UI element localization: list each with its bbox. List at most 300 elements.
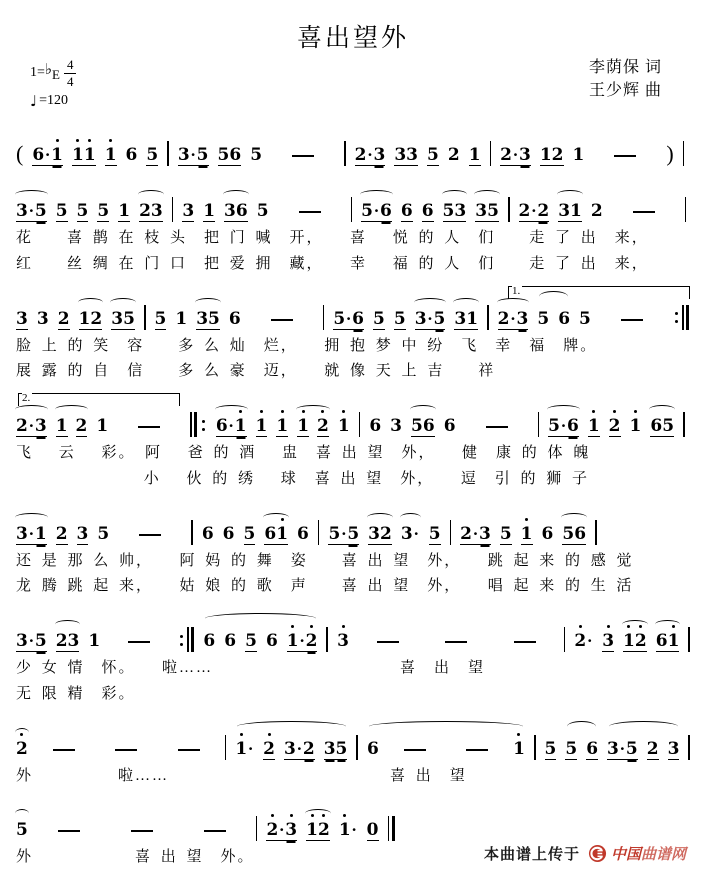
dash-extension bbox=[450, 749, 504, 760]
phrase-slur-arc bbox=[539, 291, 568, 302]
slur-arc bbox=[414, 298, 447, 307]
note-digit: 3 bbox=[16, 308, 28, 329]
note-digit: 6 bbox=[224, 631, 237, 651]
augmentation-dot: · bbox=[341, 524, 347, 543]
barline bbox=[688, 627, 690, 652]
note-digit: 5 bbox=[442, 201, 455, 221]
note-digit: 5 bbox=[245, 631, 257, 651]
note-digit: 2 bbox=[590, 201, 603, 221]
slur-arc bbox=[557, 190, 583, 199]
barline bbox=[191, 520, 193, 545]
site-logo-icon bbox=[588, 844, 607, 863]
note-cell bbox=[264, 523, 288, 545]
repeat-dots bbox=[675, 307, 678, 329]
note-cell bbox=[77, 200, 89, 222]
note-digit: 3 bbox=[390, 416, 402, 436]
note-digit: 1 bbox=[276, 415, 288, 437]
note-digit: 5 bbox=[154, 308, 167, 329]
barline-cell bbox=[595, 520, 597, 545]
note-cell bbox=[656, 630, 680, 652]
augmentation-dot: · bbox=[560, 417, 567, 435]
augmentation-dot: · bbox=[619, 739, 625, 758]
lyrics-line: 外 喜 出 望 外。 bbox=[16, 849, 255, 866]
note-digit: 5 bbox=[411, 416, 423, 436]
note-cell bbox=[16, 308, 28, 330]
slur-arc bbox=[55, 620, 81, 629]
system bbox=[16, 124, 690, 166]
note-digit: 5 bbox=[562, 523, 575, 544]
note-cell bbox=[182, 200, 194, 222]
note-cell bbox=[448, 144, 460, 166]
note-digit: 5 bbox=[565, 738, 578, 759]
note-cell bbox=[369, 415, 381, 437]
slur-arc bbox=[561, 513, 587, 522]
note-cell bbox=[218, 144, 242, 166]
note-cell bbox=[244, 523, 256, 545]
key-prefix: 1= bbox=[30, 65, 45, 80]
augmentation-dot: · bbox=[512, 146, 519, 164]
note-cell bbox=[602, 630, 614, 652]
octave-dot-above bbox=[109, 139, 112, 142]
barline-cell bbox=[685, 197, 687, 222]
note-digit: 6 bbox=[32, 145, 45, 165]
note-digit: 5 bbox=[537, 308, 550, 329]
dash-extension bbox=[271, 155, 335, 166]
note-digit: 1 bbox=[96, 416, 109, 436]
notes-row bbox=[16, 503, 690, 545]
dash-extension bbox=[109, 641, 169, 652]
octave-dot-above bbox=[271, 814, 274, 817]
note-digit: 5 bbox=[55, 201, 68, 221]
note-digit: 2 bbox=[57, 308, 70, 329]
note-digit: 6 bbox=[222, 523, 235, 544]
note-digit: 5 bbox=[256, 201, 269, 221]
tempo-marking bbox=[30, 90, 76, 112]
note-cell bbox=[394, 308, 406, 330]
octave-dot-above bbox=[56, 139, 59, 142]
augmentation-dot: · bbox=[190, 146, 196, 164]
note-cell bbox=[630, 415, 642, 437]
note-cell bbox=[16, 819, 28, 841]
note-digit: 1 bbox=[297, 415, 309, 437]
note-cell bbox=[500, 523, 512, 545]
barline-cell bbox=[326, 627, 328, 652]
note-digit: 2 bbox=[302, 738, 315, 759]
note-digit: 2 bbox=[139, 201, 151, 221]
phrase-slur-arc bbox=[369, 721, 523, 732]
slur-arc bbox=[474, 190, 500, 199]
octave-dot-above bbox=[342, 410, 345, 413]
note-digit: 1 bbox=[338, 415, 350, 437]
note-digit: 1 bbox=[539, 145, 552, 165]
flat-sign-icon: ♭ bbox=[44, 60, 52, 78]
note-cell bbox=[56, 200, 68, 222]
dash-extension bbox=[110, 830, 174, 841]
barline bbox=[351, 197, 353, 222]
note-digit: 6 bbox=[369, 416, 382, 436]
augmentation-dot: · bbox=[346, 309, 352, 328]
note-cell bbox=[401, 523, 420, 545]
note-cell bbox=[257, 200, 269, 222]
note-cell bbox=[175, 308, 187, 330]
note-digit: 3 bbox=[182, 201, 195, 221]
parenthesis: ) bbox=[666, 141, 674, 166]
note-digit: 1 bbox=[339, 819, 351, 841]
note-cell bbox=[105, 144, 117, 166]
note-digit: 6 bbox=[228, 308, 241, 329]
augmentation-dot: · bbox=[248, 739, 254, 758]
time-signature bbox=[64, 58, 77, 88]
note-digit: 1 bbox=[105, 144, 117, 166]
barline-cell bbox=[225, 735, 227, 760]
barline bbox=[388, 816, 395, 841]
note-digit: 3 bbox=[516, 308, 529, 329]
notes-row bbox=[16, 124, 690, 166]
note-digit: 3 bbox=[454, 308, 467, 329]
barline-cell bbox=[323, 305, 325, 330]
lyrics-line: 外 啦…… 喜 出 望 bbox=[16, 767, 467, 784]
note-cell bbox=[443, 200, 467, 222]
note-digit: 2 bbox=[90, 308, 103, 329]
note-digit: 2 bbox=[447, 145, 460, 165]
note-cell bbox=[427, 144, 439, 166]
augmentation-dot: · bbox=[228, 417, 234, 435]
note-digit: 3 bbox=[177, 145, 190, 165]
note-digit: 5 bbox=[548, 416, 560, 436]
note-digit: 2 bbox=[317, 415, 329, 437]
note-cell bbox=[390, 415, 402, 437]
slur-arc bbox=[400, 513, 421, 522]
lyrics-line: 龙 腾 跳 起 来， 姑 娘 的 歌 声 喜 出 望 外， 唱 起 来 的 生 活 bbox=[16, 578, 634, 595]
note-digit: 2 bbox=[55, 631, 68, 651]
note-cell bbox=[235, 738, 254, 760]
barline bbox=[190, 412, 207, 437]
note-digit: 1 bbox=[235, 738, 247, 760]
note-digit: 5 bbox=[123, 308, 135, 329]
note-digit: 5 bbox=[333, 308, 346, 329]
barline-cell bbox=[508, 197, 510, 222]
note-digit: 2 bbox=[497, 308, 510, 329]
note-digit: 6 bbox=[366, 738, 379, 759]
lyrics-line: 少 女 情 怀。 啦…… 喜 出 望 bbox=[16, 660, 486, 676]
slur-arc bbox=[622, 620, 648, 629]
dash-extension bbox=[250, 319, 314, 330]
lyrics-line: 花 喜 鹊 在 枝 头 把 门 喊 开， 喜 悦 的 人 们 走 了 出 来， bbox=[16, 230, 649, 246]
slur-arc bbox=[360, 190, 393, 199]
augmentation-dot: · bbox=[279, 821, 285, 840]
note-digit: 1 bbox=[513, 738, 525, 760]
note-cell bbox=[276, 415, 288, 437]
barline bbox=[487, 305, 489, 330]
note-cell bbox=[37, 308, 49, 330]
note-digit: 5 bbox=[196, 145, 209, 165]
system bbox=[16, 180, 690, 274]
augmentation-dot: · bbox=[351, 821, 357, 840]
barline-cell bbox=[318, 520, 320, 545]
note-cell bbox=[16, 200, 47, 222]
note-cell bbox=[79, 308, 103, 330]
note-cell bbox=[373, 308, 385, 330]
barline bbox=[683, 141, 685, 166]
lyricist: 李荫保 词 bbox=[588, 59, 662, 76]
note-cell bbox=[56, 523, 68, 545]
note-digit: 2 bbox=[609, 415, 621, 437]
note-cell bbox=[338, 415, 350, 437]
note-digit: 6 bbox=[229, 145, 242, 165]
note-digit: 2 bbox=[16, 738, 28, 760]
note-digit: 3 bbox=[454, 201, 467, 221]
note-cell bbox=[588, 415, 600, 437]
dash-extension bbox=[278, 211, 342, 222]
barline-cell bbox=[534, 735, 536, 760]
notes-row bbox=[16, 610, 690, 652]
composer: 王少辉 曲 bbox=[588, 82, 662, 100]
note-cell bbox=[96, 415, 108, 437]
lyrics-line: 红 丝 绸 在 门 口 把 爱 拥 藏， 幸 福 的 人 们 走 了 出 来， bbox=[16, 255, 649, 272]
augmentation-dot: · bbox=[367, 146, 373, 164]
barline bbox=[683, 412, 685, 437]
note-digit: 3 bbox=[150, 201, 163, 221]
note-digit: 1 bbox=[256, 415, 268, 437]
score-header bbox=[16, 56, 690, 118]
barline bbox=[144, 305, 146, 330]
barline-cell bbox=[356, 735, 358, 760]
repeat-dots bbox=[180, 629, 183, 651]
barline bbox=[356, 735, 358, 760]
note-digit: 2 bbox=[55, 523, 68, 544]
quarter-note-icon: ♩ bbox=[30, 92, 38, 110]
note-digit: 2 bbox=[500, 145, 512, 165]
barline bbox=[673, 305, 690, 330]
octave-dot-above bbox=[76, 139, 79, 142]
note-cell bbox=[58, 308, 70, 330]
octave-dot-above bbox=[240, 733, 243, 736]
note-digit: 5 bbox=[243, 523, 256, 544]
note-cell bbox=[126, 144, 138, 166]
note-cell bbox=[565, 738, 577, 760]
barline bbox=[534, 735, 536, 760]
note-digit: 5 bbox=[393, 308, 406, 329]
augmentation-dot: · bbox=[299, 632, 305, 650]
note-digit: 6 bbox=[421, 201, 434, 221]
note-digit: 5 bbox=[487, 201, 499, 221]
slur-arc bbox=[410, 405, 436, 414]
barline bbox=[595, 520, 597, 545]
barline bbox=[450, 520, 452, 545]
system bbox=[16, 284, 690, 382]
slur-arc bbox=[655, 620, 681, 629]
note-cell bbox=[77, 523, 89, 545]
notes-row bbox=[16, 718, 690, 760]
note-cell bbox=[355, 144, 386, 166]
note-cell bbox=[229, 308, 241, 330]
note-cell bbox=[668, 738, 680, 760]
note-cell bbox=[266, 630, 278, 652]
octave-dot-above bbox=[260, 410, 263, 413]
note-digit: 5 bbox=[347, 523, 360, 544]
lyrics-line: 无 限 精 彩。 bbox=[16, 685, 136, 702]
octave-dot-above bbox=[268, 733, 271, 736]
note-digit: 6 bbox=[422, 416, 435, 436]
note-cell bbox=[256, 415, 268, 437]
note-digit: 2 bbox=[263, 738, 275, 760]
augmentation-dot: · bbox=[28, 417, 34, 435]
note-digit: 3 bbox=[323, 738, 336, 759]
note-digit: 6 bbox=[650, 416, 663, 436]
slur-arc bbox=[442, 190, 468, 199]
note-digit: 5 bbox=[328, 523, 341, 544]
note-cell bbox=[306, 819, 330, 841]
note-digit: 3 bbox=[67, 631, 80, 651]
slur-arc bbox=[453, 298, 479, 307]
note-cell bbox=[415, 308, 446, 330]
octave-dot-above bbox=[342, 625, 345, 628]
key-letter: E bbox=[51, 67, 60, 82]
barline bbox=[359, 412, 361, 437]
note-digit: 5 bbox=[361, 201, 373, 221]
octave-dot-above bbox=[592, 410, 595, 413]
note-cell bbox=[337, 630, 349, 652]
note-cell bbox=[475, 200, 499, 222]
dash-extension bbox=[427, 641, 487, 652]
note-cell bbox=[178, 144, 209, 166]
note-cell bbox=[469, 144, 481, 166]
lyrics-line: 还 是 那 么 帅， 阿 妈 的 舞 姿 喜 出 望 外， 跳 起 来 的 感 觉 bbox=[16, 552, 634, 569]
barline bbox=[564, 627, 566, 652]
dash-extension bbox=[465, 426, 529, 437]
slur-arc bbox=[296, 405, 330, 414]
note-digit: 1 bbox=[276, 523, 288, 545]
slur-arc bbox=[367, 513, 393, 522]
note-cell bbox=[16, 738, 28, 760]
note-digit: 3 bbox=[400, 523, 413, 544]
volta-bracket bbox=[508, 286, 690, 299]
augmentation-dot: · bbox=[587, 632, 593, 650]
note-digit: 6 bbox=[380, 201, 392, 221]
barline bbox=[685, 197, 687, 222]
dash-extension bbox=[593, 155, 657, 166]
note-cell bbox=[324, 738, 348, 760]
lyrics-line: 飞 云 彩。 阿 爸 的 酒 盅 喜 出 望 外， 健 康 的 体 魄 bbox=[16, 445, 591, 461]
barline-cell bbox=[359, 412, 361, 437]
octave-dot-above bbox=[525, 518, 528, 521]
note-cell bbox=[266, 819, 297, 841]
notes-row bbox=[16, 392, 690, 437]
barline bbox=[326, 627, 328, 652]
note-digit: 3 bbox=[337, 630, 349, 652]
uploaded-by-text: 本曲谱上传于 bbox=[483, 847, 580, 863]
tempo-value: =120 bbox=[39, 93, 68, 108]
note-digit: 2 bbox=[266, 819, 278, 841]
octave-dot-above bbox=[517, 733, 520, 736]
note-digit: 1 bbox=[287, 630, 299, 652]
note-cell bbox=[56, 630, 80, 652]
note-cell bbox=[297, 523, 309, 545]
barline-cell bbox=[388, 816, 395, 841]
barline-cell bbox=[683, 141, 685, 166]
note-cell bbox=[429, 523, 441, 545]
note-cell bbox=[245, 630, 257, 652]
note-digit: 2 bbox=[518, 201, 531, 221]
dash-extension bbox=[37, 749, 91, 760]
barline bbox=[508, 197, 510, 222]
note-digit: 1 bbox=[203, 201, 216, 221]
octave-dot-above bbox=[634, 410, 637, 413]
system bbox=[16, 718, 690, 786]
barline bbox=[490, 141, 492, 166]
note-digit: 3 bbox=[16, 631, 28, 651]
note-digit: 3 bbox=[284, 738, 296, 759]
note-digit: 3 bbox=[607, 738, 619, 759]
note-cell bbox=[339, 819, 358, 841]
note-cell bbox=[411, 415, 435, 437]
note-digit: 2 bbox=[635, 630, 647, 652]
barline-cell bbox=[344, 141, 346, 166]
note-digit: 6 bbox=[655, 631, 668, 651]
lyrics-line: 脸 上 的 笑 容 多 么 灿 烂， 拥 抱 梦 中 纷 飞 幸 福 牌。 bbox=[16, 337, 598, 354]
octave-dot-above bbox=[579, 625, 582, 628]
note-cell bbox=[623, 630, 647, 652]
note-digit: 5 bbox=[427, 145, 439, 165]
augmentation-dot: · bbox=[531, 202, 537, 220]
note-cell bbox=[562, 523, 586, 545]
note-digit: 1 bbox=[235, 415, 247, 437]
barline-cell bbox=[450, 520, 452, 545]
barline bbox=[172, 197, 174, 222]
note-digit: 3 bbox=[406, 145, 419, 165]
note-cell bbox=[146, 144, 158, 166]
notes-row bbox=[16, 799, 690, 841]
note-digit: 1 bbox=[466, 308, 479, 329]
note-cell bbox=[574, 630, 593, 652]
slur-arc bbox=[263, 513, 289, 522]
note-cell bbox=[500, 144, 531, 166]
barline bbox=[178, 627, 195, 652]
note-cell bbox=[521, 523, 533, 545]
note-digit: 5 bbox=[662, 416, 675, 436]
note-digit: 2 bbox=[380, 523, 392, 544]
note-cell bbox=[333, 308, 364, 330]
note-digit: 3 bbox=[475, 201, 488, 221]
note-digit: 6 bbox=[203, 631, 216, 651]
note-digit: 6 bbox=[264, 523, 277, 544]
note-digit: 1 bbox=[570, 201, 582, 221]
note-digit: 3 bbox=[394, 145, 407, 165]
note-digit: 5 bbox=[34, 201, 47, 221]
slur-arc bbox=[305, 809, 331, 818]
note-cell bbox=[202, 523, 214, 545]
note-cell bbox=[394, 144, 418, 166]
note-digit: 5 bbox=[625, 738, 638, 759]
parenthesis: ( bbox=[16, 141, 24, 166]
note-cell bbox=[361, 200, 392, 222]
augmentation-dot: · bbox=[413, 524, 419, 543]
note-digit: 5 bbox=[34, 631, 47, 651]
note-cell bbox=[328, 523, 359, 545]
note-digit: 1 bbox=[572, 145, 585, 165]
note-cell bbox=[97, 200, 109, 222]
slur-arc bbox=[195, 298, 221, 307]
note-digit: 1 bbox=[521, 523, 533, 545]
note-digit: 0 bbox=[366, 820, 379, 841]
note-digit: 3 bbox=[368, 523, 380, 544]
phrase-slur-arc bbox=[609, 721, 678, 732]
note-digit: 3 bbox=[196, 308, 209, 329]
augmentation-dot: · bbox=[28, 632, 34, 650]
note-digit: 2 bbox=[75, 416, 88, 436]
barline bbox=[323, 305, 325, 330]
note-digit: 2 bbox=[574, 630, 586, 652]
